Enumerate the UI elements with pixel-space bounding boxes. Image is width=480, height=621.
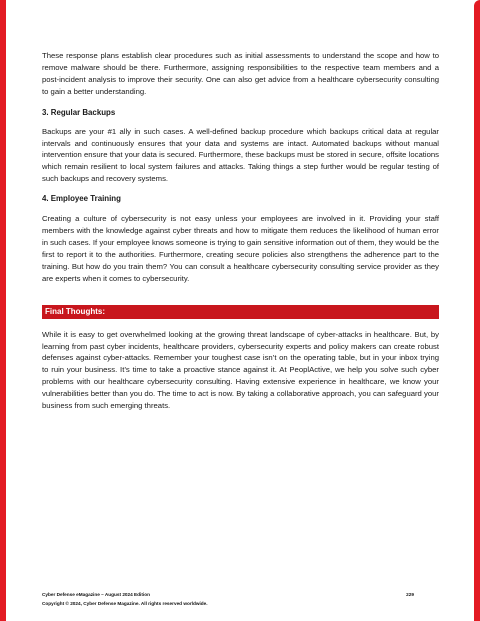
heading-regular-backups: 3. Regular Backups — [42, 107, 116, 117]
footer-copyright: Copyright © 2024, Cyber Defense Magazine. All rights reserved worldwide. — [42, 601, 208, 606]
backups-paragraph: Backups are your #1 ally in such cases. A well-defined backup procedure which backups critical data at regular intervals and continuously ensures that your data and systems are intact. Automated backups without manual intervention ensure that your data is secured. Furthermore, these backups must be stored in secure, offsite locations which remain resilient to local system failures and attacks. Taking things a step further would be regular testing of such backups and recovery systems. — [42, 126, 439, 184]
left-edge-bar — [0, 0, 6, 621]
final-thoughts-banner: Final Thoughts: — [42, 305, 439, 319]
heading-employee-training: 4. Employee Training — [42, 194, 121, 204]
footer-edition: Cyber Defense eMagazine – August 2024 Edition — [42, 592, 150, 597]
page-footer — [42, 592, 414, 606]
intro-paragraph: These response plans establish clear procedures such as initial assessments to understand the scope and how to remove malware should be there. Furthermore, assigning responsibilities to the respective team members and a post-incident analysis to improve their security. One can also get advice from a healthcare cybersecurity consulting to gain a better understanding. — [42, 51, 439, 96]
training-paragraph: Creating a culture of cybersecurity is not easy unless your employees are involved in it. Providing your staff members with the knowledge against cyber threats and how to mitigate them reduces the likelihood of human error in such cases. If your employee knows someone is trying to gain sensitive information out of them, they would be the first to report it to the authorities. Furthermore, creating secure policies also strengthens the adherence part to the training. But how do you train them? You can consult a healthcare cybersecurity consulting service provider as they are experts when it comes to cybersecurity. — [42, 214, 439, 283]
page-number: 229 — [406, 592, 414, 597]
final-thoughts-paragraph: While it is easy to get overwhelmed looking at the growing threat landscape of cyber-attacks in healthcare. But, by learning from past cyber incidents, healthcare providers, cybersecurity experts and policy makers can create robust defenses against cyber-attacks. Remember your toughest case isn’t on the operating table, but in your inbox trying to ruin your business. It’s time to take a proactive stance against it. At PeoplActive, we help you solve such cyber problems with our healthcare cybersecurity consulting. Having extensive experience in healthcare, we know your vulnerabilities better than you do. The time to act is now. By taking a collaborative approach, you can safeguard your business from such emerging threats. — [42, 329, 439, 411]
right-edge-bar — [474, 0, 480, 621]
article-body — [42, 50, 439, 412]
